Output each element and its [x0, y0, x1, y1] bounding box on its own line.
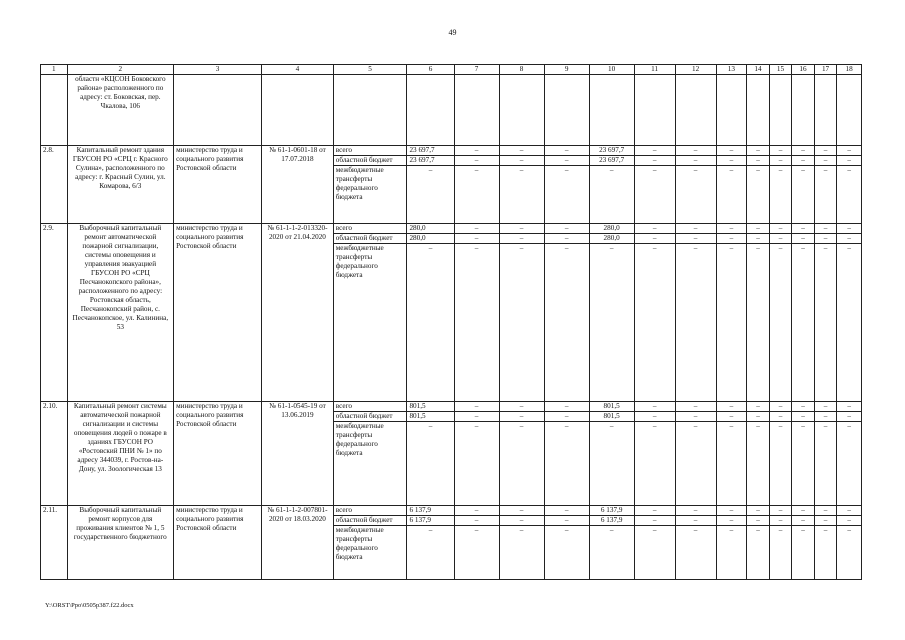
dash-cell: – [634, 224, 675, 234]
dash-cell: – [716, 234, 747, 244]
dash-cell: – [769, 244, 792, 402]
dash-cell: – [634, 422, 675, 506]
funding-source: межбюджетные трансферты федерального бюджета [333, 166, 407, 224]
table-row [41, 402, 862, 412]
dash-cell: – [454, 506, 499, 516]
dash-cell: – [814, 146, 837, 156]
dash-cell: – [769, 516, 792, 526]
dash-cell: – [747, 506, 770, 516]
dash-cell: – [544, 224, 589, 234]
empty-cell [747, 75, 770, 146]
object-cell: Выборочный капитальный ремонт автоматической пожарной сигнализации, системы оповещения и управления эвакуацией ГБУСОН РО «СРЦ Песчанокопского района», расположенного по адресу: Ростовская область, Песчанокопский район, с. Песчанокопское, ул. Калинина, 53 [67, 224, 173, 402]
dash-cell: – [814, 526, 837, 580]
dash-cell: – [716, 224, 747, 234]
dash-cell: – [716, 156, 747, 166]
value-total: 6 137,9 [407, 506, 454, 516]
dash-cell: – [769, 402, 792, 412]
dash-cell: – [544, 422, 589, 506]
continuation-row [41, 75, 862, 146]
dash-cell: – [634, 244, 675, 402]
dash-cell: – [675, 402, 716, 412]
dash-cell: – [634, 402, 675, 412]
header-cell: 2 [67, 65, 173, 75]
value-year: 280,0 [589, 234, 634, 244]
funding-source: областной бюджет [333, 516, 407, 526]
dash-cell: – [454, 412, 499, 422]
header-cell: 16 [792, 65, 815, 75]
empty-cell [814, 75, 837, 146]
dash-cell: – [499, 156, 544, 166]
empty-cell [544, 75, 589, 146]
value-year: – [589, 166, 634, 224]
customer-cell: министерство труда и социального развития Ростовской области [174, 146, 262, 224]
value-year: – [589, 244, 634, 402]
empty-cell [792, 75, 815, 146]
value-total: 23 697,7 [407, 156, 454, 166]
dash-cell: – [716, 412, 747, 422]
value-year: 801,5 [589, 412, 634, 422]
document-cell: № 61-1-1-2-013320-2020 от 21.04.2020 [262, 224, 334, 402]
value-total: – [407, 526, 454, 580]
object-cell: Выборочный капитальный ремонт корпусов для проживания клиентов № 1, 5 государственного бюджетного [67, 506, 173, 580]
dash-cell: – [747, 244, 770, 402]
dash-cell: – [675, 146, 716, 156]
dash-cell: – [814, 422, 837, 506]
dash-cell: – [544, 234, 589, 244]
dash-cell: – [837, 234, 862, 244]
dash-cell: – [544, 156, 589, 166]
dash-cell: – [769, 412, 792, 422]
value-year: 6 137,9 [589, 506, 634, 516]
value-total: 6 137,9 [407, 516, 454, 526]
dash-cell: – [769, 506, 792, 516]
table-row [41, 224, 862, 234]
dash-cell: – [634, 146, 675, 156]
header-cell: 17 [814, 65, 837, 75]
dash-cell: – [544, 146, 589, 156]
funding-source: всего [333, 402, 407, 412]
value-year: 23 697,7 [589, 146, 634, 156]
dash-cell: – [747, 166, 770, 224]
file-path-footer: Y:\ORST\Ppo\0505p387.f22.docx [45, 602, 134, 609]
funding-source: областной бюджет [333, 412, 407, 422]
dash-cell: – [675, 156, 716, 166]
dash-cell: – [716, 166, 747, 224]
header-cell: 10 [589, 65, 634, 75]
dash-cell: – [499, 244, 544, 402]
funding-source: всего [333, 506, 407, 516]
dash-cell: – [675, 422, 716, 506]
object-cell: Капитальный ремонт здания ГБУСОН РО «СРЦ г. Красного Сулина», расположенного по адресу: г. Красный Сулин, ул. Комарова, 6/3 [67, 146, 173, 224]
page-number: 49 [448, 28, 457, 37]
funding-source: межбюджетные трансферты федерального бюджета [333, 526, 407, 580]
header-cell: 6 [407, 65, 454, 75]
dash-cell: – [747, 224, 770, 234]
dash-cell: – [499, 402, 544, 412]
dash-cell: – [454, 402, 499, 412]
header-cell: 3 [174, 65, 262, 75]
value-year: 6 137,9 [589, 516, 634, 526]
dash-cell: – [716, 146, 747, 156]
dash-cell: – [769, 234, 792, 244]
dash-cell: – [792, 526, 815, 580]
empty-cell [634, 75, 675, 146]
dash-cell: – [792, 506, 815, 516]
dash-cell: – [792, 224, 815, 234]
header-cell: 15 [769, 65, 792, 75]
value-year: 801,5 [589, 402, 634, 412]
dash-cell: – [747, 402, 770, 412]
value-total: 801,5 [407, 402, 454, 412]
dash-cell: – [499, 146, 544, 156]
dash-cell: – [716, 516, 747, 526]
dash-cell: – [747, 526, 770, 580]
dash-cell: – [454, 166, 499, 224]
value-total: 23 697,7 [407, 146, 454, 156]
dash-cell: – [837, 516, 862, 526]
dash-cell: – [634, 506, 675, 516]
empty-cell [589, 75, 634, 146]
document-cell: № 61-1-1-2-007801-2020 от 18.03.2020 [262, 506, 334, 580]
header-cell: 9 [544, 65, 589, 75]
dash-cell: – [792, 516, 815, 526]
dash-cell: – [769, 422, 792, 506]
dash-cell: – [769, 146, 792, 156]
dash-cell: – [769, 526, 792, 580]
dash-cell: – [716, 506, 747, 516]
dash-cell: – [634, 156, 675, 166]
value-total: – [407, 244, 454, 402]
dash-cell: – [837, 506, 862, 516]
dash-cell: – [747, 146, 770, 156]
dash-cell: – [499, 516, 544, 526]
dash-cell: – [544, 526, 589, 580]
header-cell: 18 [837, 65, 862, 75]
dash-cell: – [634, 166, 675, 224]
dash-cell: – [544, 166, 589, 224]
dash-cell: – [747, 516, 770, 526]
empty-cell [174, 75, 262, 146]
dash-cell: – [792, 156, 815, 166]
value-year: 280,0 [589, 224, 634, 234]
funding-source: областной бюджет [333, 234, 407, 244]
dash-cell: – [499, 166, 544, 224]
header-cell: 5 [333, 65, 407, 75]
dash-cell: – [792, 422, 815, 506]
dash-cell: – [634, 516, 675, 526]
dash-cell: – [747, 234, 770, 244]
object-cell: областн «КЦСОН Боковского района» расположенного по адресу: ст. Боковская, пер. Чкалова, 106 [67, 75, 173, 146]
dash-cell: – [454, 146, 499, 156]
empty-cell [407, 75, 454, 146]
empty-cell [837, 75, 862, 146]
dash-cell: – [792, 146, 815, 156]
funding-source: всего [333, 224, 407, 234]
value-total: – [407, 166, 454, 224]
dash-cell: – [716, 422, 747, 506]
dash-cell: – [454, 156, 499, 166]
dash-cell: – [814, 506, 837, 516]
empty-cell [499, 75, 544, 146]
dash-cell: – [814, 402, 837, 412]
dash-cell: – [769, 166, 792, 224]
table-row [41, 506, 862, 516]
document-cell: № 61-1-0601-18 от 17.07.2018 [262, 146, 334, 224]
dash-cell: – [675, 516, 716, 526]
dash-cell: – [747, 412, 770, 422]
dash-cell: – [814, 516, 837, 526]
value-total: – [407, 422, 454, 506]
dash-cell: – [499, 412, 544, 422]
row-number: 2.11. [41, 506, 68, 580]
funding-source: межбюджетные трансферты федерального бюджета [333, 244, 407, 402]
dash-cell: – [792, 412, 815, 422]
dash-cell: – [837, 422, 862, 506]
dash-cell: – [454, 422, 499, 506]
dash-cell: – [837, 526, 862, 580]
header-cell: 1 [41, 65, 68, 75]
customer-cell: министерство труда и социального развития Ростовской области [174, 506, 262, 580]
dash-cell: – [837, 166, 862, 224]
dash-cell: – [499, 526, 544, 580]
header-cell: 12 [675, 65, 716, 75]
dash-cell: – [716, 526, 747, 580]
dash-cell: – [814, 234, 837, 244]
dash-cell: – [499, 224, 544, 234]
dash-cell: – [792, 244, 815, 402]
empty-cell [262, 75, 334, 146]
empty-cell [333, 75, 407, 146]
dash-cell: – [675, 244, 716, 402]
dash-cell: – [634, 234, 675, 244]
header-cell: 8 [499, 65, 544, 75]
funding-source: всего [333, 146, 407, 156]
dash-cell: – [814, 412, 837, 422]
header-cell: 11 [634, 65, 675, 75]
dash-cell: – [544, 402, 589, 412]
dash-cell: – [716, 402, 747, 412]
empty-cell [716, 75, 747, 146]
header-cell: 4 [262, 65, 334, 75]
dash-cell: – [837, 146, 862, 156]
dash-cell: – [837, 412, 862, 422]
dash-cell: – [675, 526, 716, 580]
empty-cell [675, 75, 716, 146]
dash-cell: – [837, 224, 862, 234]
value-total: 280,0 [407, 224, 454, 234]
empty-cell [454, 75, 499, 146]
dash-cell: – [769, 224, 792, 234]
dash-cell: – [814, 244, 837, 402]
dash-cell: – [792, 166, 815, 224]
row-number: 2.8. [41, 146, 68, 224]
value-total: 280,0 [407, 234, 454, 244]
value-year: – [589, 422, 634, 506]
value-year: – [589, 526, 634, 580]
dash-cell: – [769, 156, 792, 166]
object-cell: Капитальный ремонт системы автоматической пожарной сигнализации и системы оповещения людей о пожаре в зданиях ГБУСОН РО «Ростовский ПНИ № 1» по адресу 344039, г. Ростов-на-Дону, ул. Зоологическая 13 [67, 402, 173, 506]
dash-cell: – [792, 402, 815, 412]
dash-cell: – [454, 224, 499, 234]
row-number: 2.10. [41, 402, 68, 506]
dash-cell: – [499, 234, 544, 244]
header-row [41, 65, 862, 75]
dash-cell: – [544, 516, 589, 526]
dash-cell: – [814, 224, 837, 234]
customer-cell: министерство труда и социального развития Ростовской области [174, 402, 262, 506]
empty-cell [769, 75, 792, 146]
dash-cell: – [634, 526, 675, 580]
dash-cell: – [837, 244, 862, 402]
document-cell: № 61-1-0545-19 от 13.06.2019 [262, 402, 334, 506]
value-total: 801,5 [407, 412, 454, 422]
header-cell: 7 [454, 65, 499, 75]
dash-cell: – [634, 412, 675, 422]
header-cell: 13 [716, 65, 747, 75]
dash-cell: – [544, 412, 589, 422]
dash-cell: – [814, 166, 837, 224]
dash-cell: – [544, 506, 589, 516]
dash-cell: – [499, 506, 544, 516]
table-row [41, 146, 862, 156]
dash-cell: – [454, 526, 499, 580]
header-cell: 14 [747, 65, 770, 75]
funding-source: областной бюджет [333, 156, 407, 166]
dash-cell: – [675, 412, 716, 422]
dash-cell: – [544, 244, 589, 402]
dash-cell: – [454, 234, 499, 244]
value-year: 23 697,7 [589, 156, 634, 166]
row-number: 2.9. [41, 224, 68, 402]
dash-cell: – [499, 422, 544, 506]
funding-source: межбюджетные трансферты федерального бюджета [333, 422, 407, 506]
dash-cell: – [675, 166, 716, 224]
dash-cell: – [675, 234, 716, 244]
customer-cell: министерство труда и социального развития Ростовской области [174, 224, 262, 402]
dash-cell: – [747, 422, 770, 506]
dash-cell: – [454, 244, 499, 402]
dash-cell: – [792, 234, 815, 244]
dash-cell: – [747, 156, 770, 166]
dash-cell: – [837, 402, 862, 412]
dash-cell: – [716, 244, 747, 402]
dash-cell: – [814, 156, 837, 166]
dash-cell: – [837, 156, 862, 166]
dash-cell: – [675, 224, 716, 234]
dash-cell: – [454, 516, 499, 526]
dash-cell: – [675, 506, 716, 516]
financing-table [40, 64, 862, 580]
empty-cell [41, 75, 68, 146]
